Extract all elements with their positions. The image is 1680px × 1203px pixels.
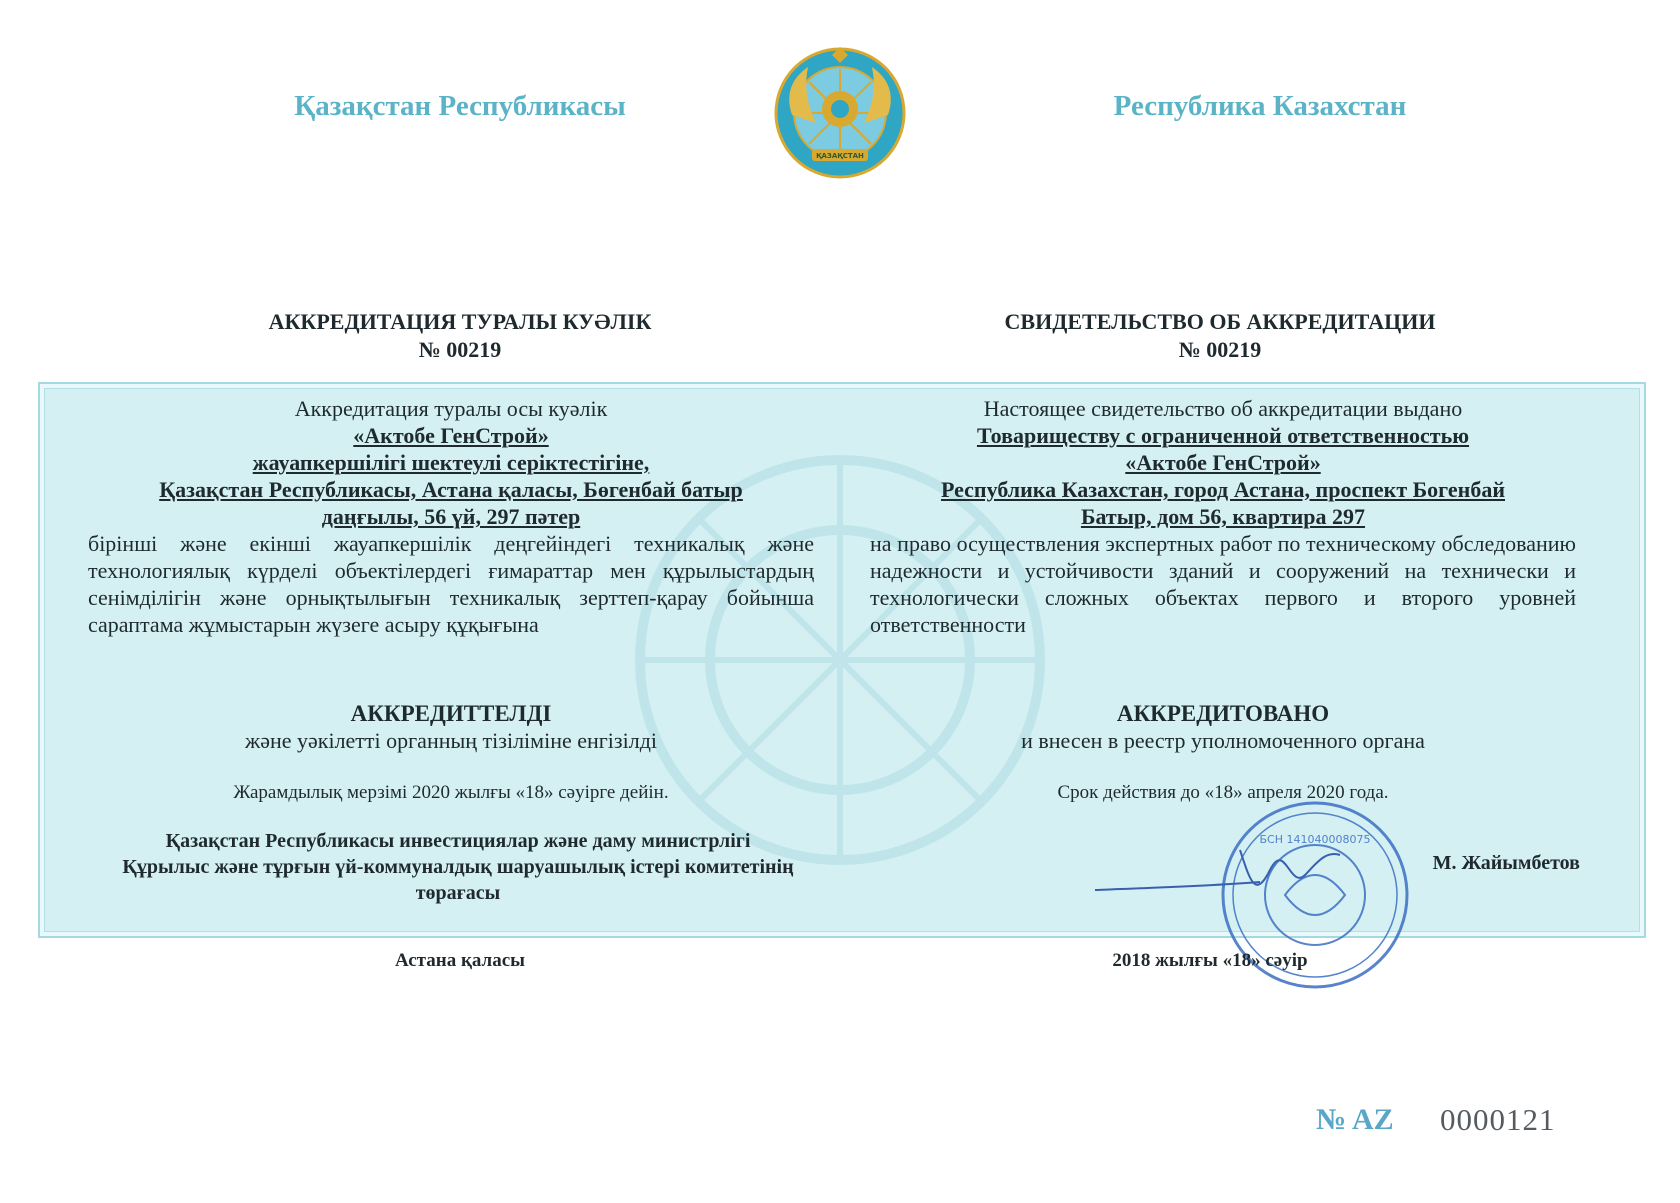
state-emblem-icon bbox=[772, 45, 908, 181]
ministry-block bbox=[88, 828, 828, 906]
issue-date: 2018 жылғы «18» сәуір bbox=[1112, 950, 1308, 971]
title-ru-text: СВИДЕТЕЛЬСТВО ОБ АККРЕДИТАЦИИ bbox=[1004, 309, 1436, 334]
kz-registered: және уәкілетті органның тізіліміне енгізілді bbox=[245, 728, 657, 753]
serial-number: 0000121 bbox=[1440, 1102, 1556, 1137]
ministry-line-2: Құрылыс және тұрғын үй-коммуналдық шаруашылық істері комитетінің bbox=[122, 856, 794, 878]
column-ru bbox=[870, 395, 1576, 638]
validity-kz: Жарамдылық мерзімі 2020 жылғы «18» сәуірге дейін. bbox=[233, 782, 669, 803]
header-ru: Республика Казахстан bbox=[1113, 90, 1407, 122]
kz-accredited: АККРЕДИТТЕЛДІ bbox=[350, 701, 552, 726]
kz-address-line-1: Қазақстан Республикасы, Астана қаласы, Бөгенбай батыр bbox=[159, 477, 743, 502]
kz-address-line-2: даңғылы, 56 үй, 297 пәтер bbox=[321, 504, 581, 529]
kz-org-name: «Актобе ГенСтрой» bbox=[353, 423, 549, 448]
serial-label: № AZ bbox=[1316, 1103, 1394, 1136]
ministry-line-3: төрағасы bbox=[415, 882, 501, 904]
kz-intro: Аккредитация туралы осы куәлік bbox=[294, 396, 608, 421]
title-kz-number: № 00219 bbox=[418, 337, 502, 362]
title-kz-text: АККРЕДИТАЦИЯ ТУРАЛЫ КУӘЛІК bbox=[268, 309, 652, 334]
title-ru-number: № 00219 bbox=[1178, 337, 1262, 362]
header-kz: Қазақстан Республикасы bbox=[294, 90, 626, 122]
stamp-bin-text: БСН 141040008075 bbox=[1259, 833, 1371, 846]
ru-address-line-1: Республика Казахстан, город Астана, проспект Богенбай bbox=[940, 477, 1506, 502]
ru-org-name: «Актобе ГенСтрой» bbox=[1125, 450, 1321, 475]
kz-scope: бірінші және екінші жауапкершілік деңгейіндегі техникалық және технологиялық күрделі объектілердегі ғимараттар мен құрылыстардың сенімділігін және орнықтылығын техникалық зерттеп-қарау бойынша сараптама жұмыстарын жүзеге асыру құқығына bbox=[88, 531, 814, 637]
ministry-line-1: Қазақстан Республикасы инвестициялар және даму министрлігі bbox=[165, 830, 751, 852]
column-kz bbox=[88, 395, 814, 638]
accredited-kz bbox=[88, 700, 814, 754]
title-ru bbox=[880, 308, 1560, 364]
title-kz bbox=[120, 308, 800, 364]
validity-ru: Срок действия до «18» апреля 2020 года. bbox=[1057, 782, 1389, 803]
accredited-ru bbox=[870, 700, 1576, 754]
ru-accredited: АККРЕДИТОВАНО bbox=[1116, 701, 1330, 726]
kz-org-form: жауапкершілігі шектеулі серіктестігіне, bbox=[252, 450, 650, 475]
emblem-text: ҚАЗАҚСТАН bbox=[816, 152, 864, 160]
ru-address-line-2: Батыр, дом 56, квартира 297 bbox=[1080, 504, 1366, 529]
ru-scope: на право осуществления экспертных работ по техническому обследованию надежности и устойчивости зданий и сооружений на технически и технологически сложных объектах первого и второго уровней ответственности bbox=[870, 531, 1576, 637]
ru-registered: и внесен в реестр уполномоченного органа bbox=[1021, 728, 1425, 753]
ru-org-form: Товариществу с ограниченной ответственностью bbox=[976, 423, 1470, 448]
ru-intro: Настоящее свидетельство об аккредитации выдано bbox=[983, 396, 1463, 421]
signatory-name: М. Жайымбетов bbox=[1432, 852, 1580, 874]
issue-city: Астана қаласы bbox=[395, 950, 525, 971]
